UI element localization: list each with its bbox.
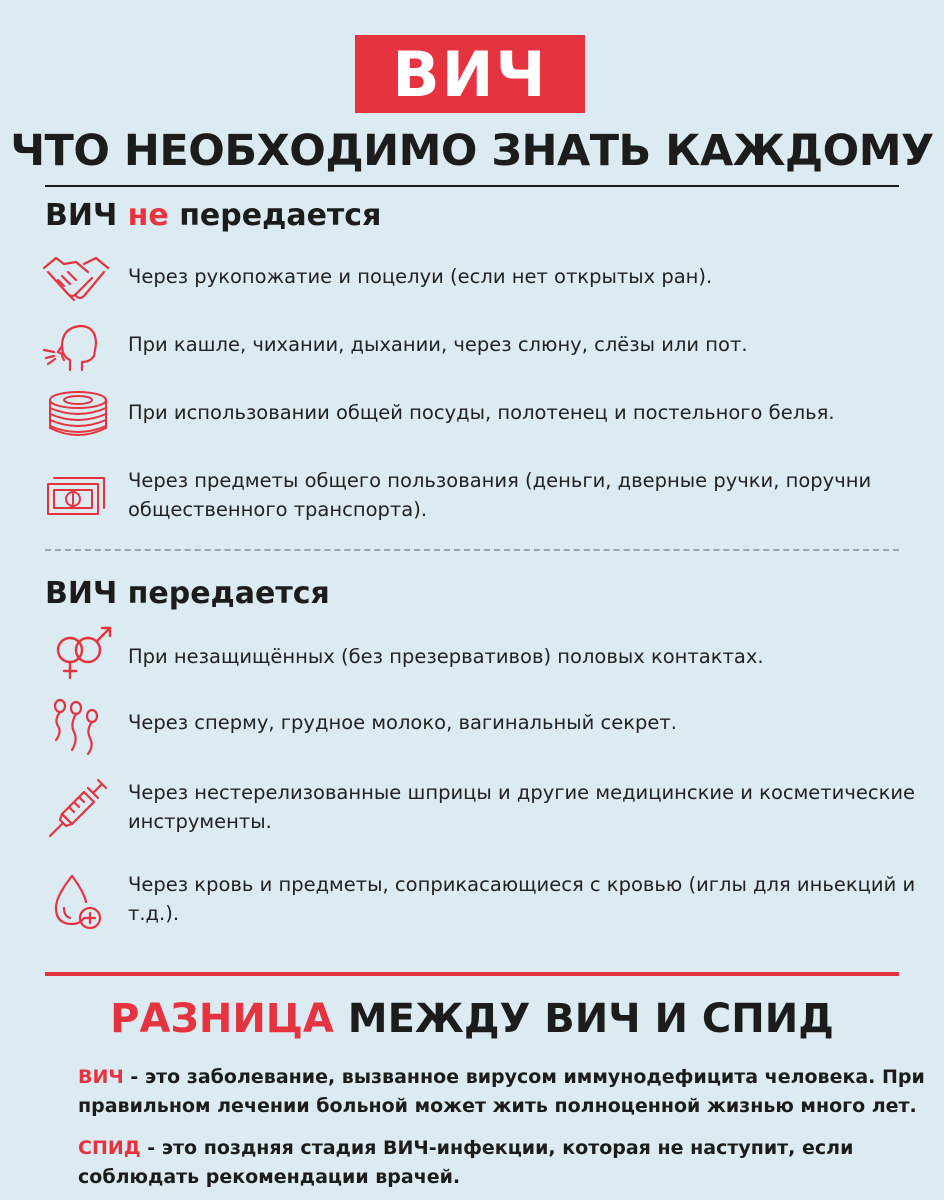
hiv-definition	[78, 1063, 928, 1121]
list-item-text: Через нестерелизованные шприцы и другие медицинские и косметические инструменты.	[128, 781, 916, 833]
list-item-text: Через предметы общего пользования (деньги, дверные ручки, поручни общественного транспорта).	[128, 469, 872, 521]
section-title-start: ВИЧ	[45, 198, 128, 233]
hiv-definition-text: - это заболевание, вызванное вирусом иммунодефицита человека. При правильном лечении больной может жить полноценной жизнью много лет.	[78, 1066, 925, 1117]
list-item-text: При кашле, чихании, дыхании, через слюну, слёзы или пот.	[128, 333, 748, 356]
list-item-text: Через рукопожатие и поцелуи (если нет открытых ран).	[128, 265, 713, 288]
plates-icon	[40, 386, 112, 450]
page-title: ЧТО НЕОБХОДИМО ЗНАТЬ КАЖДОМУ	[10, 126, 934, 176]
difference-title-rest: МЕЖДУ ВИЧ И СПИД	[333, 996, 834, 1042]
section-title-highlight: не	[127, 198, 169, 233]
title-divider	[45, 185, 899, 187]
section-title-transmitted: ВИЧ передается	[45, 576, 330, 611]
sperm-icon	[40, 694, 112, 758]
aids-term: СПИД	[78, 1137, 141, 1159]
sneeze-icon	[40, 316, 112, 380]
aids-definition	[78, 1134, 928, 1192]
section-divider	[45, 549, 899, 551]
syringe-icon	[40, 778, 112, 842]
section-title-end: передается	[168, 198, 382, 233]
list-item-text: Через сперму, грудное молоко, вагинальный секрет.	[128, 711, 677, 734]
handshake-icon	[40, 250, 112, 314]
gender-icon	[40, 624, 112, 688]
difference-title-highlight: РАЗНИЦА	[110, 996, 334, 1042]
list-item-text: Через кровь и предметы, соприкасающиеся с кровью (иглы для иньекций и т.д.).	[128, 873, 916, 925]
blood-drop-icon	[40, 870, 112, 934]
difference-title	[0, 996, 944, 1042]
hiv-term: ВИЧ	[78, 1066, 124, 1088]
money-icon	[40, 466, 112, 530]
red-divider	[45, 972, 899, 976]
aids-definition-text: - это поздняя стадия ВИЧ-инфекции, которая не наступит, если соблюдать рекомендации врачей.	[78, 1137, 854, 1188]
list-item-text: При использовании общей посуды, полотенец и постельного белья.	[128, 401, 835, 424]
list-item-text: При незащищённых (без презервативов) половых контактах.	[128, 645, 764, 668]
hiv-badge: ВИЧ	[355, 35, 585, 113]
section-title-not-transmitted	[45, 198, 381, 233]
